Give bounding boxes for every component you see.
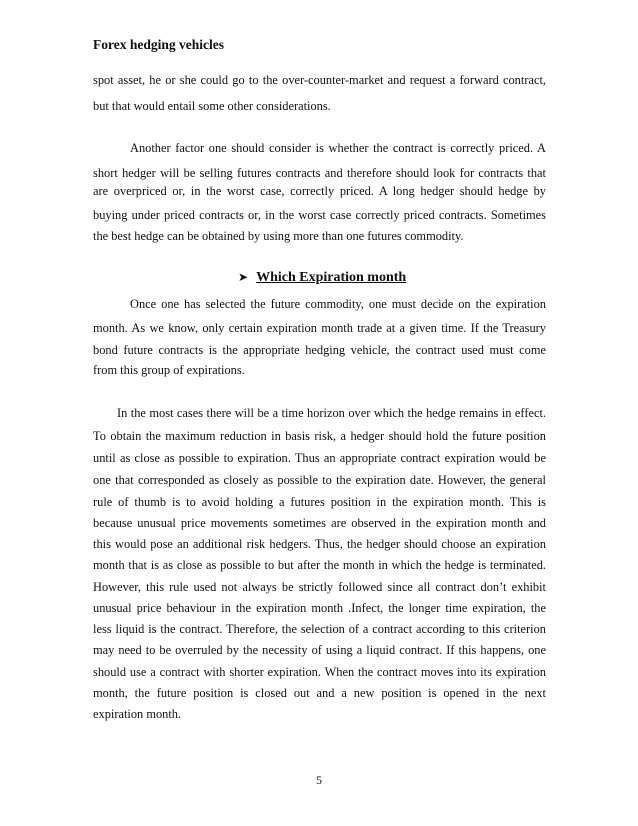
text-line: Once one has selected the future commodity, one must decide on the expiration xyxy=(130,297,546,311)
text-line: rule of thumb is to avoid holding a futures position in the expiration month. This is xyxy=(93,495,546,509)
text-line: should use a contract with shorter expiration. When the contract moves into its expiration xyxy=(93,665,546,679)
page-number: 5 xyxy=(316,773,322,787)
text-line: from this group of expirations. xyxy=(93,363,245,377)
text-line: month, the future position is closed out and a new position is opened in the next xyxy=(93,686,546,700)
text-line: until as close as possible to expiration. Thus an appropriate contract expiration would be xyxy=(93,451,546,465)
text-line: short hedger will be selling futures contracts and therefore should look for contracts that xyxy=(93,166,546,180)
text-line: month that is as close as possible to but after the month in which the hedge is terminated. xyxy=(93,558,546,572)
text-line: month. As we know, only certain expiration month trade at a given time. If the Treasury xyxy=(93,321,546,335)
text-line: this would pose an additional risk hedgers. Thus, the hedger should choose an expiration xyxy=(93,537,546,551)
text-line: unusual price behaviour in the expiration month .Infect, the longer time expiration, the xyxy=(93,601,546,615)
section-heading-text: Which Expiration month xyxy=(256,270,407,285)
text-line: buying under priced contracts or, in the worst case correctly priced contracts. Sometimes xyxy=(93,208,546,222)
text-line: one that corresponded as closely as possible to the expiration date. However, the general xyxy=(93,473,546,487)
text-line: may need to be overruled by the necessity of using a liquid contract. If this happens, one xyxy=(93,643,546,657)
text-line: expiration month. xyxy=(93,707,182,721)
text-line: Another factor one should consider is whether the contract is correctly priced. A xyxy=(130,141,546,155)
text-line: the best hedge can be obtained by using more than one futures commodity. xyxy=(93,229,464,243)
text-line: However, this rule used not always be strictly followed since all contract don’t exhibit xyxy=(93,580,546,594)
text-line: To obtain the maximum reduction in basis risk, a hedger should hold the future position xyxy=(93,429,546,443)
text-line: because unusual price movements sometimes are observed in the expiration month and xyxy=(93,516,546,530)
running-header: Forex hedging vehicles xyxy=(93,37,224,52)
text-line: In the most cases there will be a time horizon over which the hedge remains in effect. xyxy=(117,406,546,420)
text-line: bond future contracts is the appropriate hedging vehicle, the contract used must come xyxy=(93,343,546,357)
text-line: spot asset, he or she could go to the over-counter-market and request a forward contract, xyxy=(93,73,546,87)
arrow-bullet-icon: ➤ xyxy=(238,270,249,284)
section-heading xyxy=(238,270,406,286)
text-line: but that would entail some other considerations. xyxy=(93,99,331,113)
text-line: are overpriced or, in the worst case, correctly priced. A long hedger should hedge by xyxy=(93,184,546,198)
text-line: less liquid is the contract. Therefore, the selection of a contract according to this criterion xyxy=(93,622,546,636)
